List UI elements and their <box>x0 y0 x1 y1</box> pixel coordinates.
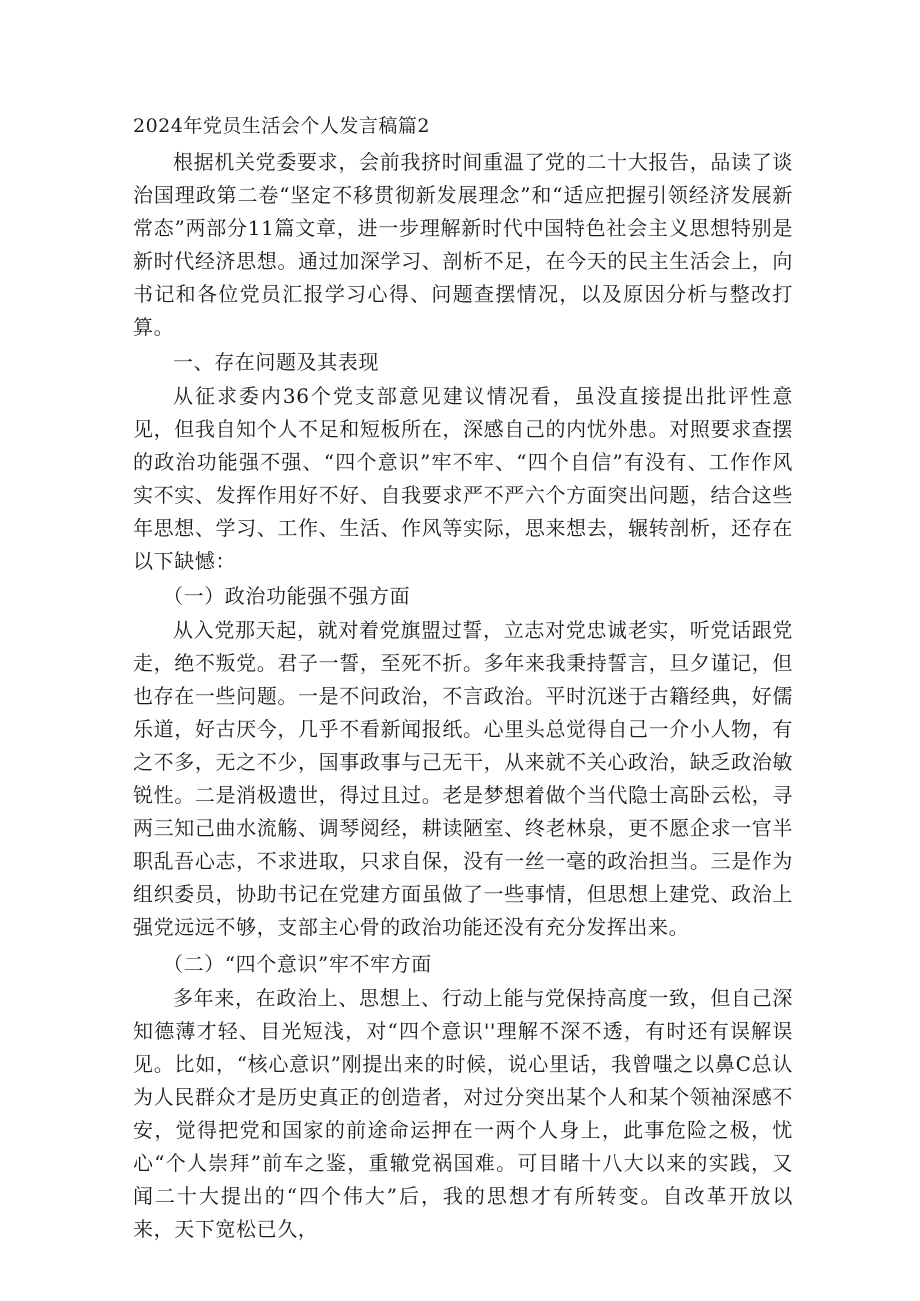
section-intro-paragraph: 从征求委内36个党支部意见建议情况看，虽没直接提出批评性意见，但我自知个人不足和短板所在，深感自己的内忧外患。对照要求查摆的政治功能强不强、“四个意识”牢不牢、“四个自信”有没有、工作作风实不实、发挥作用好不好、自我要求严不严六个方面突出问题，结合这些年思想、学习、工作、生活、作风等实际，思来想去，辗转剖析，还存在以下缺憾： <box>133 384 793 573</box>
subsection-body-political-function: 从入党那天起，就对着党旗盟过誓，立志对党忠诚老实，听党话跟党走，绝不叛党。君子一誓，至死不折。多年来我秉持誓言，旦夕谨记，但也存在一些问题。一是不问政治，不言政治。平时沉迷于古籍经典，好儒乐道，好古厌今，几乎不看新闻报纸。心里头总觉得自己一介小人物，有之不多，无之不少，国事政事与己无干，从来就不关心政治，缺乏政治敏锐性。二是消极遗世，得过且过。老是梦想着做个当代隐士高卧云松，寻两三知己曲水流觞、调琴阅经，耕读陋室、终老林泉，更不愿企求一官半职乱吾心志，不求进取，只求自保，没有一丝一毫的政治担当。三是作为组织委员，协助书记在党建方面虽做了一些事情，但思想上建党、政治上强党远远不够，支部主心骨的政治功能还没有充分发挥出来。 <box>133 618 793 939</box>
intro-paragraph: 根据机关党委要求，会前我挤时间重温了党的二十大报告，品读了谈治国理政第二卷“坚定不移贯彻新发展理念”和“适应把握引领经济发展新常态”两部分11篇文章，进一步理解新时代中国特色社会主义思想特别是新时代经济思想。通过加深学习、剖析不足，在今天的民主生活会上，向书记和各位党员汇报学习心得、问题查摆情况，以及原因分析与整改打算。 <box>133 150 793 339</box>
subsection-body-four-consciousness: 多年来，在政治上、思想上、行动上能与党保持高度一致，但自己深知德薄才轻、目光短浅，对“四个意识''理解不深不透，有时还有误解误见。比如，“核心意识”刚提出来的时候，说心里话，我曾嗤之以鼻C总认为人民群众才是历史真正的创造者，对过分突出某个人和某个领袖深感不安，觉得把党和国家的前途命运押在一两个人身上，此事危险之极，忧心“个人崇拜”前车之鉴，重辙党祸国难。可目睹十八大以来的实践，又闻二十大提出的“四个伟大”后，我的思想才有所转变。自改革开放以来，天下宽松已久， <box>133 986 793 1241</box>
document-body <box>133 108 793 1246</box>
subsection-heading-political-function: （一）政治功能强不强方面 <box>163 584 411 608</box>
section-heading: 一、存在问题及其表现 <box>173 350 379 374</box>
subsection-heading-four-consciousness: （二）“四个意识”牢不牢方面 <box>163 952 432 976</box>
document-title: 2024年党员生活会个人发言稿篇2 <box>133 115 430 137</box>
